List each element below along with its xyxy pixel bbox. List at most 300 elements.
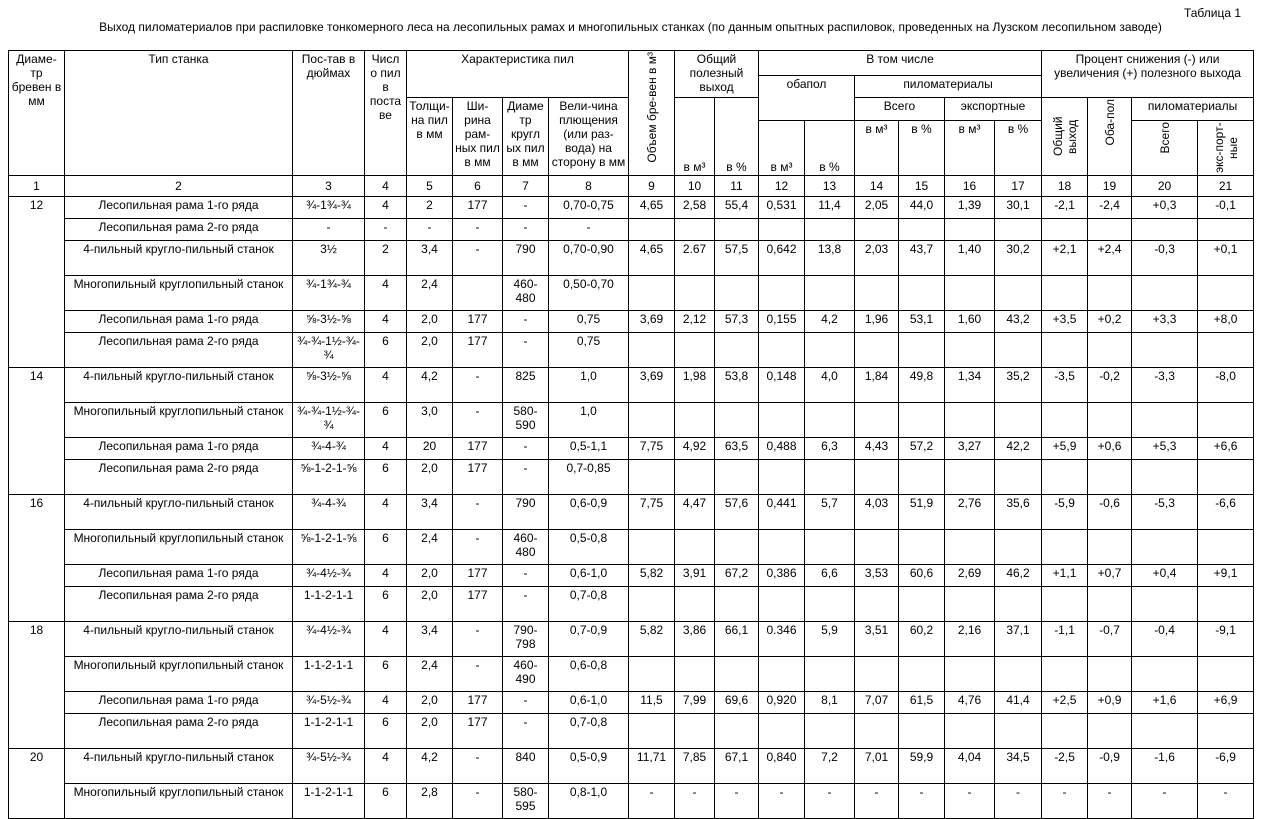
table-cell: 0,386 [759, 565, 805, 587]
header-change-lumber-export-text: экс-порт-ные [1211, 122, 1240, 174]
table-cell: ¾-¾-1½-¾-¾ [293, 333, 365, 368]
table-cell: ¾-4½-¾ [293, 565, 365, 587]
table-cell: 0,7-0,8 [549, 714, 629, 749]
header-yield-m3: в м³ [675, 98, 715, 176]
table-cell: 6 [365, 657, 407, 692]
table-cell: - [503, 311, 549, 333]
table-cell [945, 333, 995, 368]
table-cell: 177 [453, 333, 503, 368]
machine-type-cell: Лесопильная рама 2-го ряда [65, 333, 293, 368]
table-cell: 0,6-0,9 [549, 495, 629, 530]
table-cell: +1,6 [1132, 692, 1198, 714]
table-cell: 177 [453, 692, 503, 714]
table-cell: 4 [365, 692, 407, 714]
diameter-cell: 12 [9, 197, 65, 368]
table-cell [1042, 530, 1088, 565]
table-cell: ⅝-1-2-1-⅝ [293, 460, 365, 495]
table-cell: 4,47 [675, 495, 715, 530]
table-cell: 6,6 [805, 565, 855, 587]
table-cell: 0,6-1,0 [549, 692, 629, 714]
table-cell: 2,16 [945, 622, 995, 657]
table-cell: +9,1 [1198, 565, 1254, 587]
table-cell: 0,531 [759, 197, 805, 219]
table-cell: 2,0 [407, 333, 453, 368]
table-cell [759, 219, 805, 241]
header-slabs: обапол [759, 76, 855, 121]
table-cell [945, 276, 995, 311]
table-row [9, 219, 1254, 241]
table-cell: +0,3 [1132, 197, 1198, 219]
table-cell: - [453, 368, 503, 403]
table-cell: - [293, 219, 365, 241]
table-cell: 4 [365, 749, 407, 784]
column-number: 14 [855, 176, 899, 197]
machine-type-cell: Многопильный круглопильный станок [65, 276, 293, 311]
table-cell: +1,1 [1042, 565, 1088, 587]
table-cell: 2 [365, 241, 407, 276]
table-cell: 43,7 [899, 241, 945, 276]
table-cell [1132, 530, 1198, 565]
column-number: 15 [899, 176, 945, 197]
column-number: 21 [1198, 176, 1254, 197]
table-cell [715, 657, 759, 692]
table-cell [1088, 657, 1132, 692]
table-cell: 4 [365, 276, 407, 311]
table-cell [1132, 333, 1198, 368]
table-row [9, 530, 1254, 565]
machine-type-cell: 4-пильный кругло-пильный станок [65, 495, 293, 530]
table-cell: 3,86 [675, 622, 715, 657]
table-cell: 44,0 [899, 197, 945, 219]
table-cell [899, 587, 945, 622]
table-cell: 53,1 [899, 311, 945, 333]
table-cell: 30,2 [995, 241, 1042, 276]
table-cell: 3,4 [407, 622, 453, 657]
table-cell: 1,39 [945, 197, 995, 219]
table-cell: 4 [365, 495, 407, 530]
table-cell [855, 219, 899, 241]
table-cell: 2,0 [407, 714, 453, 749]
table-row [9, 438, 1254, 460]
table-cell: 1-1-2-1-1 [293, 587, 365, 622]
table-cell: 4,43 [855, 438, 899, 460]
table-cell: 1,60 [945, 311, 995, 333]
table-cell: +0,9 [1088, 692, 1132, 714]
table-cell [945, 587, 995, 622]
table-cell [899, 460, 945, 495]
table-cell: -6,6 [1198, 495, 1254, 530]
header-slabs-m3: в м³ [759, 121, 805, 176]
table-cell [759, 530, 805, 565]
table-cell: 6 [365, 784, 407, 819]
table-cell: 37,1 [995, 622, 1042, 657]
header-including: В том числе [759, 51, 1042, 76]
table-cell: ¾-1¾-¾ [293, 197, 365, 219]
table-cell: - [453, 622, 503, 657]
table-cell: 0,70-0,90 [549, 241, 629, 276]
table-cell [855, 276, 899, 311]
table-cell: - [1088, 784, 1132, 819]
header-change-lumber-export [1198, 121, 1254, 176]
table-cell [759, 333, 805, 368]
table-row [9, 333, 1254, 368]
table-cell: 60,6 [899, 565, 945, 587]
table-cell [1088, 276, 1132, 311]
table-cell [759, 587, 805, 622]
table-cell: - [453, 219, 503, 241]
table-cell: 0,7-0,85 [549, 460, 629, 495]
table-cell [855, 657, 899, 692]
table-cell [1198, 219, 1254, 241]
table-cell: 4 [365, 622, 407, 657]
table-cell: -0,6 [1088, 495, 1132, 530]
table-cell: -6,9 [1198, 749, 1254, 784]
table-cell [453, 276, 503, 311]
table-cell: - [503, 587, 549, 622]
table-cell: 35,6 [995, 495, 1042, 530]
table-cell: +6,9 [1198, 692, 1254, 714]
table-cell: ¾-¾-1½-¾-¾ [293, 403, 365, 438]
header-change-lumber-all [1132, 121, 1198, 176]
table-cell [675, 460, 715, 495]
table-cell: -0,3 [1132, 241, 1198, 276]
table-cell: 2,0 [407, 565, 453, 587]
table-cell: 2,69 [945, 565, 995, 587]
table-cell: 60,2 [899, 622, 945, 657]
table-row [9, 587, 1254, 622]
table-cell: -9,1 [1198, 622, 1254, 657]
table-cell: 35,2 [995, 368, 1042, 403]
table-cell: - [503, 565, 549, 587]
table-cell: 3,69 [629, 311, 675, 333]
table-cell: 57,3 [715, 311, 759, 333]
machine-type-cell: 4-пильный кругло-пильный станок [65, 241, 293, 276]
table-cell: 3,53 [855, 565, 899, 587]
table-cell: 59,9 [899, 749, 945, 784]
table-cell: 4,0 [805, 368, 855, 403]
table-cell [1132, 460, 1198, 495]
table-cell: ⅝-1-2-1-⅝ [293, 530, 365, 565]
diameter-cell: 14 [9, 368, 65, 495]
table-cell: 57,2 [899, 438, 945, 460]
table-cell: - [365, 219, 407, 241]
table-cell: - [453, 749, 503, 784]
header-lumber-all: Всего [855, 98, 945, 121]
table-cell [1132, 219, 1198, 241]
table-cell [1198, 657, 1254, 692]
table-cell [1198, 333, 1254, 368]
header-lumber-export-m3: в м³ [945, 121, 995, 176]
table-cell: 0,148 [759, 368, 805, 403]
table-cell: 4,65 [629, 241, 675, 276]
table-cell: 2,4 [407, 657, 453, 692]
table-cell [629, 530, 675, 565]
table-cell: 4 [365, 438, 407, 460]
table-cell: 7,99 [675, 692, 715, 714]
table-cell: 66,1 [715, 622, 759, 657]
machine-type-cell: Лесопильная рама 2-го ряда [65, 587, 293, 622]
table-cell: 177 [453, 460, 503, 495]
machine-type-cell: Лесопильная рама 2-го ряда [65, 714, 293, 749]
table-cell [1088, 714, 1132, 749]
column-number: 13 [805, 176, 855, 197]
table-cell [1042, 657, 1088, 692]
machine-type-cell: Многопильный круглопильный станок [65, 784, 293, 819]
table-cell: - [453, 784, 503, 819]
table-cell [995, 276, 1042, 311]
table-cell: 580-595 [503, 784, 549, 819]
machine-type-cell: Многопильный круглопильный станок [65, 403, 293, 438]
table-cell [899, 714, 945, 749]
table-cell: 1,40 [945, 241, 995, 276]
table-cell [759, 276, 805, 311]
table-cell [945, 219, 995, 241]
column-number: 18 [1042, 176, 1088, 197]
diameter-cell: 18 [9, 622, 65, 749]
table-cell [715, 333, 759, 368]
table-cell: 3,91 [675, 565, 715, 587]
machine-type-cell: Многопильный круглопильный станок [65, 657, 293, 692]
table-cell [675, 333, 715, 368]
table-cell: 0,7-0,9 [549, 622, 629, 657]
table-cell [805, 530, 855, 565]
table-cell: ¾-5½-¾ [293, 749, 365, 784]
table-cell: 61,5 [899, 692, 945, 714]
table-cell [995, 333, 1042, 368]
table-cell: +0,4 [1132, 565, 1198, 587]
table-cell: 4 [365, 197, 407, 219]
table-cell: 4,03 [855, 495, 899, 530]
table-cell [629, 587, 675, 622]
table-cell: 7,85 [675, 749, 715, 784]
table-cell: 6 [365, 403, 407, 438]
table-cell: 42,2 [995, 438, 1042, 460]
table-cell: - [503, 197, 549, 219]
table-cell: 2.67 [675, 241, 715, 276]
table-cell [1132, 714, 1198, 749]
column-number: 10 [675, 176, 715, 197]
table-cell: - [503, 714, 549, 749]
table-cell: 55,4 [715, 197, 759, 219]
table-cell: 4 [365, 368, 407, 403]
header-saw-set: Вели-чина плющения (или раз-вода) на сторону в мм [549, 98, 629, 176]
table-cell: 2,0 [407, 692, 453, 714]
table-cell: 3,27 [945, 438, 995, 460]
table-cell: 69,6 [715, 692, 759, 714]
table-cell: ¾-5½-¾ [293, 692, 365, 714]
table-cell: - [945, 784, 995, 819]
table-cell: 8,1 [805, 692, 855, 714]
table-cell: - [759, 784, 805, 819]
table-cell: - [453, 403, 503, 438]
table-cell [675, 657, 715, 692]
table-row [9, 714, 1254, 749]
table-cell [629, 714, 675, 749]
table-cell: +0,7 [1088, 565, 1132, 587]
table-cell [805, 276, 855, 311]
table-cell: 5,7 [805, 495, 855, 530]
table-cell: 1,98 [675, 368, 715, 403]
table-cell [899, 219, 945, 241]
table-cell [715, 276, 759, 311]
table-cell: - [503, 333, 549, 368]
table-cell: 49,8 [899, 368, 945, 403]
table-cell: 41,4 [995, 692, 1042, 714]
table-cell: +2,1 [1042, 241, 1088, 276]
column-number: 1 [9, 176, 65, 197]
table-cell [855, 714, 899, 749]
table-cell: - [503, 219, 549, 241]
table-cell: 6,3 [805, 438, 855, 460]
table-cell: 0,642 [759, 241, 805, 276]
table-cell: 0,5-0,8 [549, 530, 629, 565]
table-cell: -0,1 [1198, 197, 1254, 219]
table-cell [899, 403, 945, 438]
table-cell: 840 [503, 749, 549, 784]
table-cell [1198, 530, 1254, 565]
table-body [9, 176, 1254, 819]
table-row [9, 622, 1254, 657]
table-cell: 4,2 [805, 311, 855, 333]
table-cell [715, 587, 759, 622]
table-cell: 6 [365, 714, 407, 749]
header-frame-width: Ши-рина рам-ных пил в мм [453, 98, 503, 176]
table-cell [675, 403, 715, 438]
table-cell [855, 530, 899, 565]
table-cell: +5,3 [1132, 438, 1198, 460]
table-cell [855, 403, 899, 438]
table-cell: - [453, 495, 503, 530]
table-cell [995, 219, 1042, 241]
table-cell: - [453, 530, 503, 565]
table-cell [805, 403, 855, 438]
table-cell [805, 657, 855, 692]
table-cell: 1-1-2-1-1 [293, 714, 365, 749]
table-row [9, 692, 1254, 714]
table-cell: +3,5 [1042, 311, 1088, 333]
table-row [9, 241, 1254, 276]
table-cell [1088, 587, 1132, 622]
table-cell: 0,840 [759, 749, 805, 784]
table-cell [1198, 460, 1254, 495]
table-cell: -0,7 [1088, 622, 1132, 657]
table-cell: 460-480 [503, 530, 549, 565]
table-cell: 43,2 [995, 311, 1042, 333]
table-cell: 790-798 [503, 622, 549, 657]
table-cell: 0,7-0,8 [549, 587, 629, 622]
table-cell [715, 403, 759, 438]
table-cell [899, 657, 945, 692]
table-cell [629, 276, 675, 311]
table-cell: 1,84 [855, 368, 899, 403]
column-number: 11 [715, 176, 759, 197]
table-cell: 7,01 [855, 749, 899, 784]
table-cell: 177 [453, 565, 503, 587]
column-number: 3 [293, 176, 365, 197]
table-cell: 4 [365, 311, 407, 333]
table-cell: 51,9 [899, 495, 945, 530]
table-cell: 4 [365, 565, 407, 587]
header-lumber-export: экспортные [945, 98, 1042, 121]
table-cell: - [995, 784, 1042, 819]
table-cell: 0,6-1,0 [549, 565, 629, 587]
table-cell: - [503, 692, 549, 714]
table-cell: 2,58 [675, 197, 715, 219]
header-change-lumber-all-text: Всего [1157, 122, 1172, 154]
column-number: 8 [549, 176, 629, 197]
header-log-volume [629, 51, 675, 176]
table-cell: 0,488 [759, 438, 805, 460]
column-number: 9 [629, 176, 675, 197]
header-slabs-pct: в % [805, 121, 855, 176]
table-cell: 57,5 [715, 241, 759, 276]
table-cell: 1,96 [855, 311, 899, 333]
table-cell: 0,5-0,9 [549, 749, 629, 784]
table-cell [675, 587, 715, 622]
table-cell [1088, 460, 1132, 495]
table-cell: 0,50-0,70 [549, 276, 629, 311]
header-saw-characteristics: Характеристика пил [407, 51, 629, 98]
table-cell: 4,04 [945, 749, 995, 784]
table-cell: +5,9 [1042, 438, 1088, 460]
table-cell: -8,0 [1198, 368, 1254, 403]
machine-type-cell: Многопильный круглопильный станок [65, 530, 293, 565]
table-cell: 0,6-0,8 [549, 657, 629, 692]
table-cell [945, 714, 995, 749]
column-number: 19 [1088, 176, 1132, 197]
table-cell: 460-490 [503, 657, 549, 692]
header-total-yield: Общий полезный выход [675, 51, 759, 98]
machine-type-cell: Лесопильная рама 1-го ряда [65, 438, 293, 460]
table-row [9, 784, 1254, 819]
table-cell: - [453, 241, 503, 276]
table-cell: 4,92 [675, 438, 715, 460]
table-cell: 6 [365, 530, 407, 565]
column-number: 7 [503, 176, 549, 197]
table-cell [1042, 276, 1088, 311]
table-row [9, 311, 1254, 333]
table-cell: -0,4 [1132, 622, 1198, 657]
table-cell: 0,75 [549, 311, 629, 333]
table-cell: 11,5 [629, 692, 675, 714]
column-number: 16 [945, 176, 995, 197]
table-cell: 7,75 [629, 495, 675, 530]
header-change-percent: Процент снижения (-) или увеличения (+) полезного выхода [1042, 51, 1254, 98]
machine-type-cell: Лесопильная рама 2-го ряда [65, 219, 293, 241]
table-cell [855, 460, 899, 495]
table-cell [1088, 403, 1132, 438]
table-cell: -5,9 [1042, 495, 1088, 530]
table-cell: 30,1 [995, 197, 1042, 219]
table-cell [805, 587, 855, 622]
table-cell: 7,2 [805, 749, 855, 784]
table-cell: 2,05 [855, 197, 899, 219]
table-cell [675, 276, 715, 311]
table-cell [1198, 587, 1254, 622]
table-cell: - [549, 219, 629, 241]
table-cell: 4,2 [407, 368, 453, 403]
table-cell [629, 460, 675, 495]
table-cell: 177 [453, 587, 503, 622]
table-cell: 580-590 [503, 403, 549, 438]
table-cell: -3,3 [1132, 368, 1198, 403]
table-cell [945, 530, 995, 565]
table-cell: 5,82 [629, 565, 675, 587]
table-cell [1132, 657, 1198, 692]
table-cell: 2,4 [407, 276, 453, 311]
table-cell [995, 657, 1042, 692]
header-change-slabs [1088, 98, 1132, 176]
